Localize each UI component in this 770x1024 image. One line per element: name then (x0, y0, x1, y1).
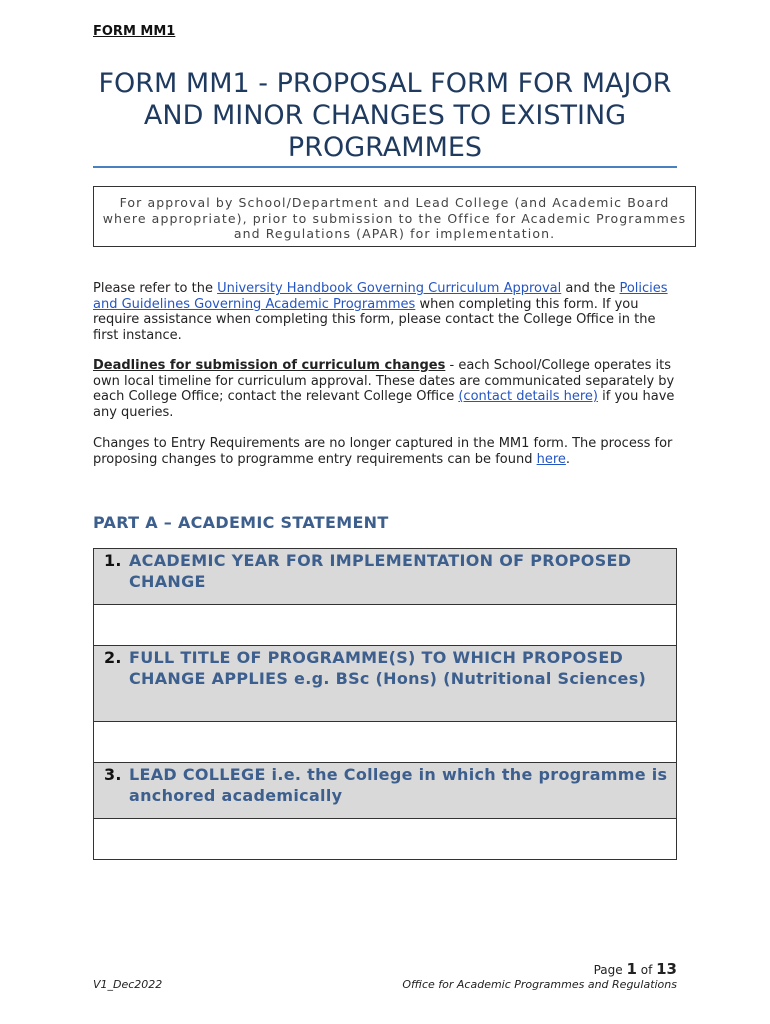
title-divider (93, 166, 677, 168)
entry-text: Changes to Entry Requirements are no longer captured in the MM1 form. The process for proposing changes to programme entry requirements can be found (93, 436, 673, 467)
policies-link[interactable]: Policies and Guidelines Governing Academic Programmes (93, 281, 668, 312)
question-2-label: FULL TITLE OF PROGRAMME(S) TO WHICH PROPOSED CHANGE APPLIES e.g. BSc (Hons) (Nutritional Sciences) (129, 648, 647, 688)
intro-text-3: when completing this form. If you require assistance when completing this form, please contact the College Office in the first instance. (93, 296, 656, 343)
page-title: FORM MM1 - PROPOSAL FORM FOR MAJOR AND MINOR CHANGES TO EXISTING PROGRAMMES (98, 68, 672, 163)
intro-text-2: and the (561, 281, 620, 296)
contact-details-link[interactable]: (contact details here) (458, 389, 599, 404)
page-current: 1 (626, 960, 637, 978)
question-3-label: LEAD COLLEGE i.e. the College in which the programme is anchored academically (129, 765, 668, 805)
question-1-header (94, 549, 677, 605)
question-2-header (94, 646, 677, 722)
form-tag: FORM MM1 (93, 24, 176, 39)
question-3-header (94, 763, 677, 819)
deadlines-text-2: if you have any queries. (93, 389, 675, 420)
approval-note-box: For approval by School/Department and Lead College (and Academic Board where appropriate), prior to submission to the Office for Academic Programmes and Regulations (APAR) for implementation. (93, 186, 696, 247)
page-of: of (636, 963, 657, 977)
question-3-answer-field[interactable] (94, 819, 677, 860)
question-1-label: ACADEMIC YEAR FOR IMPLEMENTATION OF PROPOSED CHANGE (129, 551, 632, 591)
office-label: Office for Academic Programmes and Regulations (402, 978, 677, 991)
question-2-answer-field[interactable] (94, 722, 677, 763)
entry-end: . (565, 451, 571, 467)
intro-text-1: Please refer to the (93, 281, 218, 296)
entry-requirements-paragraph (93, 436, 683, 467)
deadlines-text-1: - each School/College operates its own local timeline for curriculum approval. These dates are communicated separately by each College Office; contact the relevant College Office (93, 358, 675, 404)
version-label: V1_Dec2022 (93, 978, 163, 991)
page-total: 13 (656, 960, 677, 978)
intro-paragraph (93, 281, 683, 343)
page-prefix: Page (593, 963, 627, 977)
handbook-link[interactable]: University Handbook Governing Curriculum Approval (217, 281, 562, 296)
question-1-answer-field[interactable] (94, 605, 677, 646)
academic-statement-table (93, 548, 677, 860)
deadlines-heading: Deadlines for submission of curriculum changes (93, 358, 446, 373)
part-a-heading: PART A – ACADEMIC STATEMENT (93, 513, 389, 532)
page-indicator (594, 960, 677, 978)
deadlines-paragraph (93, 358, 683, 420)
question-1-number: 1. (104, 551, 122, 570)
entry-requirements-link[interactable]: here (536, 451, 566, 467)
question-2-number: 2. (104, 648, 122, 667)
question-3-number: 3. (104, 765, 122, 784)
